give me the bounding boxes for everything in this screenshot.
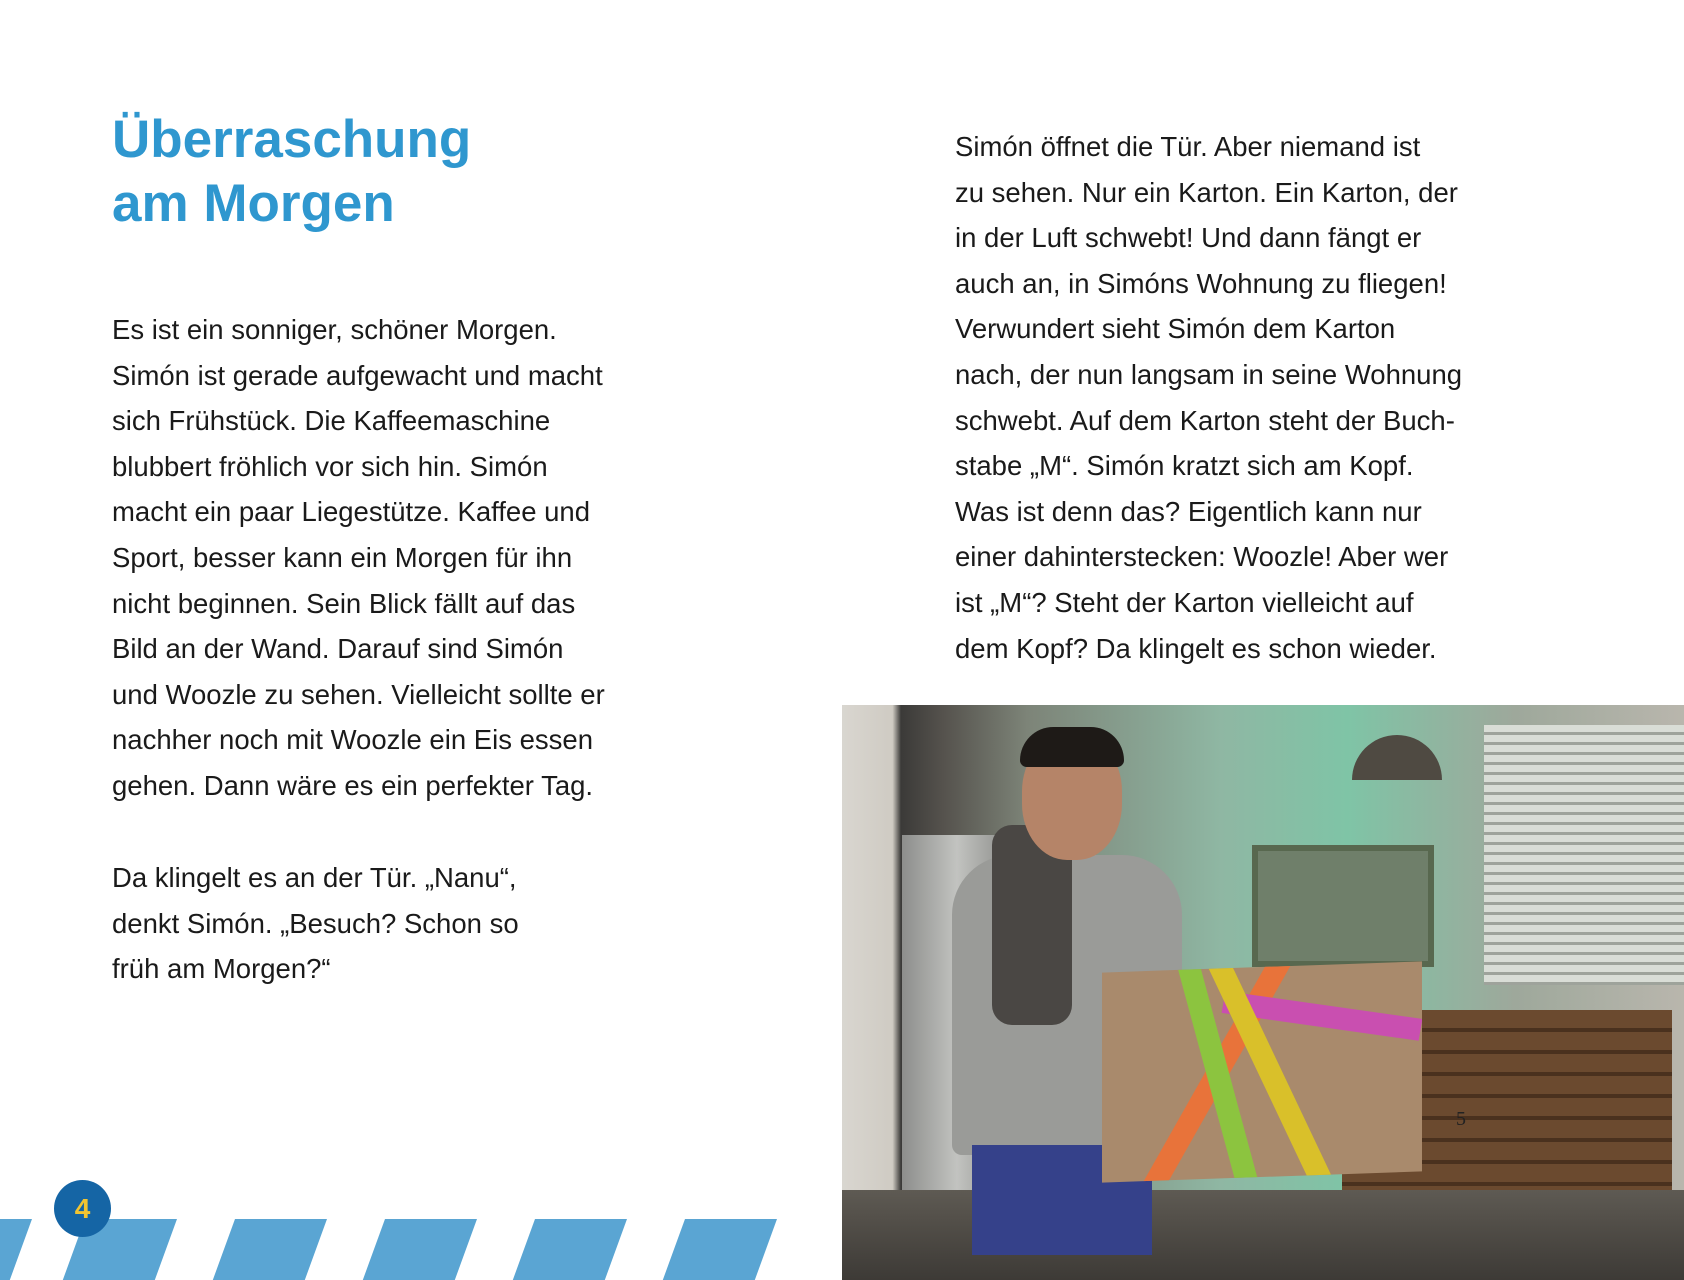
text-line: nicht beginnen. Sein Blick fällt auf das [112, 587, 576, 619]
text-line: ist „M“? Steht der Karton vielleicht auf [955, 586, 1414, 618]
text-line: stabe „M“. Simón kratzt sich am Kopf. [955, 450, 1414, 482]
page-number-right: 5 [1456, 1108, 1466, 1130]
text-line: Da klingelt es an der Tür. „Nanu“, [112, 862, 517, 893]
text-line: dem Kopf? Da klingelt es schon wieder. [955, 632, 1437, 664]
scene-photo [842, 705, 1684, 1280]
text-line: Simón ist gerade aufgewacht und macht [112, 359, 603, 391]
text-line: früh am Morgen?“ [112, 953, 331, 985]
text-line: in der Luft schwebt! Und dann fängt er [955, 222, 1422, 254]
text-line: denkt Simón. „Besuch? Schon so [112, 907, 519, 939]
text-line: und Woozle zu sehen. Vielleicht sollte er [112, 678, 605, 710]
text-line: blubbert fröhlich vor sich hin. Simón [112, 450, 548, 482]
text-line: Sport, besser kann ein Morgen für ihn [112, 541, 573, 573]
right-paragraph [955, 124, 1462, 671]
text-line: sich Frühstück. Die Kaffeemaschine [112, 405, 551, 437]
title-line: Überraschung [112, 110, 472, 169]
text-line: Was ist denn das? Eigentlich kann nur [955, 495, 1422, 527]
text-line: nach, der nun langsam in seine Wohnung [955, 358, 1463, 390]
page-number-left: 4 [54, 1180, 111, 1237]
text-line: einer dahinterstecken: Woozle! Aber wer [955, 541, 1449, 573]
floating-box [1102, 961, 1422, 1182]
text-line: Verwundert sieht Simón dem Karton [955, 313, 1396, 345]
paragraph-1 [112, 307, 605, 809]
text-line: auch an, in Simóns Wohnung zu fliegen! [955, 267, 1447, 299]
title-line: am Morgen [112, 174, 395, 233]
text-line: Simón öffnet die Tür. Aber niemand ist [955, 131, 1421, 162]
text-line: nachher noch mit Woozle ein Eis essen [112, 724, 593, 756]
paragraph-2 [112, 855, 519, 992]
text-line: Es ist ein sonniger, schöner Morgen. [112, 314, 557, 345]
text-line: macht ein paar Liegestütze. Kaffee und [112, 496, 591, 528]
lamp [1352, 735, 1442, 780]
decorative-stripes [0, 1219, 810, 1280]
text-line: gehen. Dann wäre es ein perfekter Tag. [112, 769, 594, 801]
chapter-title [112, 108, 471, 236]
text-line: zu sehen. Nur ein Karton. Ein Karton, der [955, 176, 1458, 208]
text-line: Bild an der Wand. Darauf sind Simón [112, 633, 564, 665]
text-line: schwebt. Auf dem Karton steht der Buch- [955, 404, 1455, 436]
